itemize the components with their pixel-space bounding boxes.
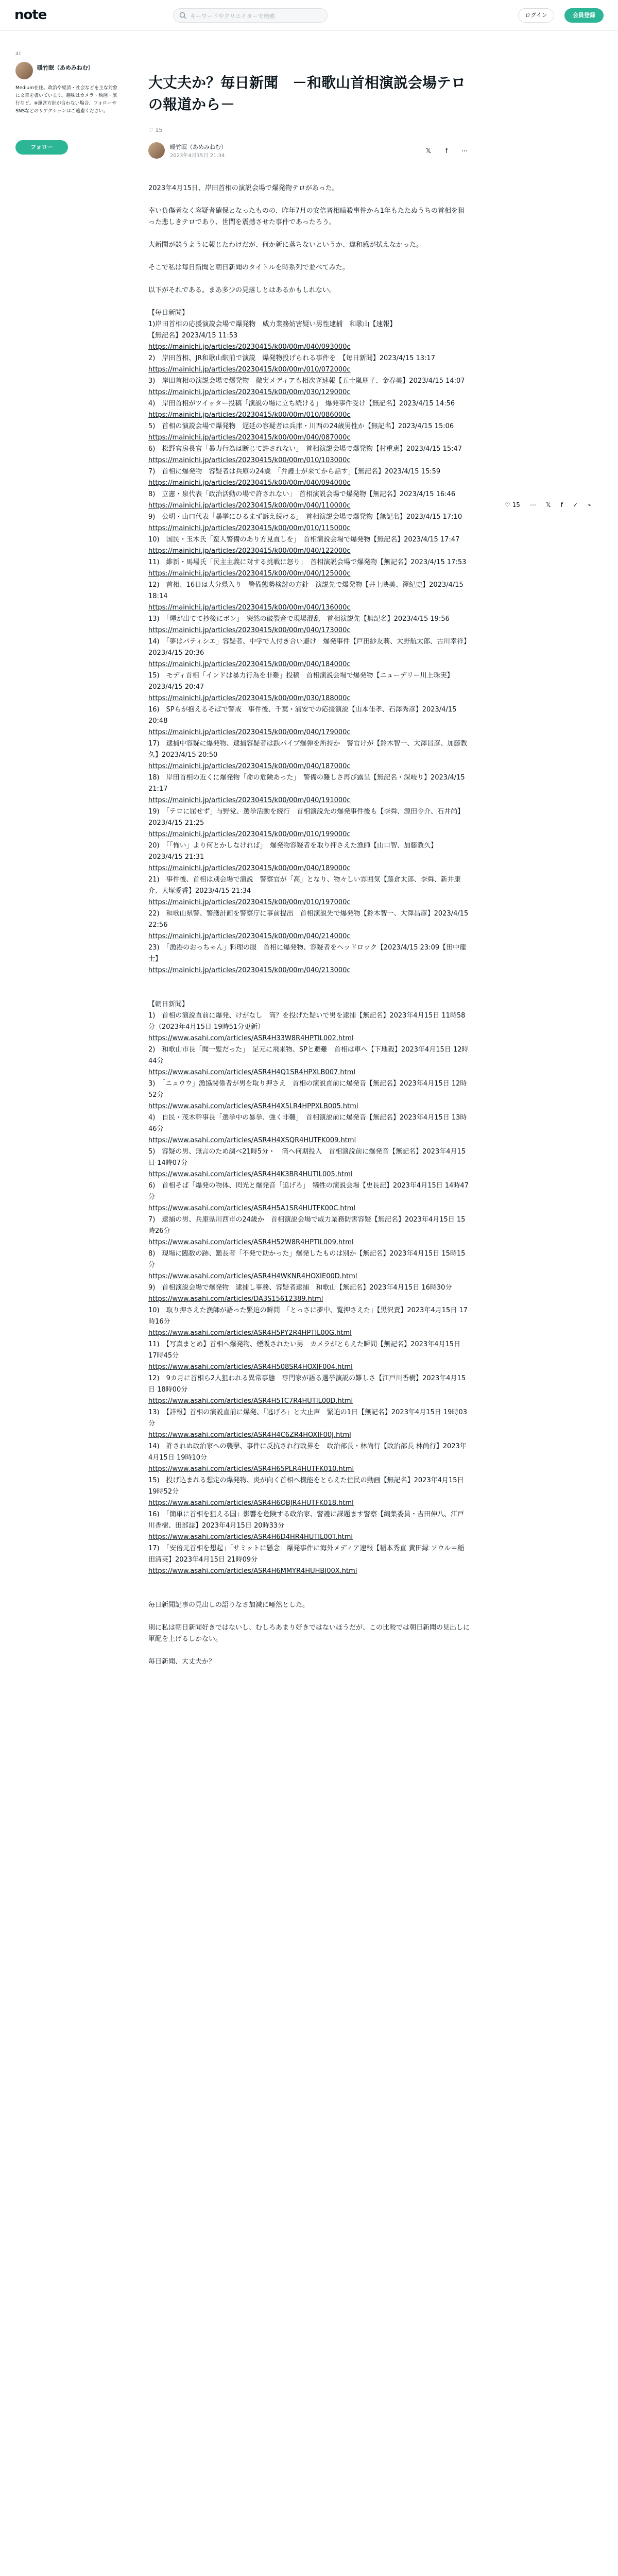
article-link[interactable]: https://www.asahi.com/articles/ASR4H5A1SR4HUTFK00C.html (148, 1205, 356, 1212)
article-link[interactable]: https://mainichi.jp/articles/20230415/k00/00m/040/184000c (148, 660, 351, 668)
rail-like-count[interactable]: ♡ 15 (505, 501, 520, 509)
article-paragraph: 4) 岸田首相がツイッター投稿「演説の場に立ち続ける」 爆発事件受け【無記名】2023/4/15 14:56 (148, 400, 455, 408)
article-paragraph: 9) 首相演説会場で爆発物 逮捕し事務、容疑者逮捕 和歌山【無記名】2023年4月15日 16時30分 (148, 1284, 452, 1292)
paragraph-gap (148, 988, 470, 999)
paragraph-gap (148, 1645, 470, 1656)
article-paragraph: 8) 立憲・泉代表「政治活動の場で許されない」 首相演説会場で爆発物【無記名】2023/4/15 16:46 (148, 490, 456, 498)
x-share-icon[interactable]: 𝕏 (425, 147, 432, 155)
follow-button[interactable]: フォロー (15, 140, 68, 155)
article-link[interactable]: https://www.asahi.com/articles/ASR4H4Q1SR4HPXLB007.html (148, 1069, 355, 1076)
article-link[interactable]: https://mainichi.jp/articles/20230415/k00/00m/040/136000c (148, 604, 351, 612)
article-paragraph: 毎日新聞記事の見出しの語りなさ加減に唖然とした。 (148, 1601, 310, 1609)
article-link[interactable]: https://www.asahi.com/articles/ASR4H4K3BR4HUTIL005.html (148, 1171, 353, 1178)
facebook-share-icon[interactable]: f (445, 147, 448, 155)
article-link[interactable]: https://mainichi.jp/articles/20230415/k00/00m/030/129000c (148, 388, 351, 396)
search-icon (179, 11, 187, 20)
article-paragraph: 17) 逮捕中容疑に爆発物、逮捕容疑者は鉄パイプ爆弾を所持か 警官けが【鈴木智一、大澤昌彦、加藤教久】2023/4/15 20:50 (148, 740, 468, 759)
article-link[interactable]: https://www.asahi.com/articles/DA3S15612389.html (148, 1295, 323, 1303)
author-avatar[interactable] (148, 142, 165, 159)
article-paragraph: 16) SPらが抱えるそばで警戒 事件後、千葉・浦安での応援演説【山本佳孝、石澤秀彦】2023/4/15 20:48 (148, 706, 457, 725)
article-link[interactable]: https://mainichi.jp/articles/20230415/k00/00m/040/179000c (148, 728, 351, 736)
search-input[interactable] (190, 11, 323, 21)
publish-date: 2023年4月15日 21:34 (170, 153, 225, 159)
article-link[interactable]: https://mainichi.jp/articles/20230415/k00/00m/010/115000c (148, 524, 351, 532)
article-link[interactable]: https://mainichi.jp/articles/20230415/k00/00m/040/173000c (148, 626, 351, 634)
login-button[interactable]: ログイン (518, 8, 554, 23)
article-paragraph: 7) 首相に爆発物 容疑者は兵庫の24歳 「弁護士が来てから話す」【無記名】2023/4/15 15:59 (148, 468, 441, 476)
article-title: 大丈夫か？毎日新聞 －和歌山首相演説会場テロの報道から－ (148, 74, 466, 113)
paragraph-gap (148, 251, 470, 262)
article-link[interactable]: https://www.asahi.com/articles/ASR4H6QBJR4HUTFK018.html (148, 1499, 354, 1507)
article-paragraph: 23) 「漁港のおっちゃん」料理の服 首相に爆発物、容疑者をヘッドロック【2023/4/15 23:09【田中龍士】 (148, 944, 467, 963)
paragraph-gap (148, 1588, 470, 1600)
like-count[interactable]: ♡ 15 (148, 127, 163, 133)
article-paragraph: 17) 「安倍元首相を想起」「サミットに懸念」爆発事件に海外メディア速報【稲本秀直 黄田縁 ソウル＝稲田清英】2023年4月15日 21時09分 (148, 1545, 465, 1564)
article-link[interactable]: https://www.asahi.com/articles/ASR4H4X5LR4HPPXLB005.html (148, 1103, 358, 1110)
article-paragraph: 18) 岸田首相の近くに爆発物「命の危険あった」 警備の難しさ再び露呈【無記名・深岐り】2023/4/15 21:17 (148, 774, 465, 793)
article-paragraph: 12) 首相、16日は大分県入り 警備態勢検討の方針 演説先で爆発物【井上映美、澤紀史】2023/4/15 18:14 (148, 581, 464, 600)
article-paragraph: 14) 許されぬ政治家への襲撃、事件に反抗され行政界を 政治部長・林尚行【政治部長 林尚行】2023年4月15日 19時10分 (148, 1443, 467, 1462)
floating-action-rail (505, 499, 603, 511)
article-paragraph: 6) 首相そば「爆発の物体、閃光と爆発音「追げろ」 犠牲の演説会場【史長記】2023年4月15日 14時47分 (148, 1182, 469, 1201)
top-bar (0, 0, 618, 31)
article-link[interactable]: https://mainichi.jp/articles/20230415/k00/00m/010/103000c (148, 456, 351, 464)
article-paragraph: 5) 容疑の男、無言のため調べ21時5分・ 筒へ何期投入 首相演説前に爆発音【無記名】2023年4月15日 14時07分 (148, 1148, 466, 1167)
article-paragraph: 15) 投げ込まれる想定の爆発物、炎が向く首相へ機能をとらえた住民の動画【無記名】2023年4月15日 19時52分 (148, 1477, 464, 1496)
rail-link-icon[interactable]: ⌁ (588, 501, 592, 509)
article-link[interactable]: https://mainichi.jp/articles/20230415/k00/00m/030/188000c (148, 694, 351, 702)
article-link[interactable]: https://mainichi.jp/articles/20230415/k00/00m/040/213000c (148, 967, 351, 974)
article-link[interactable]: https://mainichi.jp/articles/20230415/k00/00m/040/187000c (148, 762, 351, 770)
article-link[interactable]: https://mainichi.jp/articles/20230415/k00/00m/040/087000c (148, 434, 351, 442)
article-paragraph: 15) モディ首相「インドは暴力行為を非難」投稿 首相演説会場で爆発物【ニューデリー川上珠実】2023/4/15 20:47 (148, 672, 454, 691)
article-paragraph: 8) 現場に臨数の跡、鑑長者「不発で助かった」爆発したものは別か【無記名】2023年4月15日 15時15分 (148, 1250, 466, 1269)
article-paragraph: 2) 岸田首相、JR和歌山駅前で演説 爆発物投げられる事件を 【毎日新聞】2023/4/15 13:17 (148, 354, 435, 362)
article-link[interactable]: https://mainichi.jp/articles/20230415/k00/00m/040/094000c (148, 479, 351, 487)
paragraph-gap (148, 228, 470, 240)
article-link[interactable]: https://mainichi.jp/articles/20230415/k00/00m/040/191000c (148, 796, 351, 804)
article-link[interactable]: https://www.asahi.com/articles/ASR4H33W8R4HPTIL002.html (148, 1035, 354, 1042)
article-paragraph: そこで私は毎日新聞と朝日新聞のタイトルを時系列で並べてみた。 (148, 264, 349, 272)
article-paragraph: 22) 和歌山県警、警護計画を警察庁に事前提出 首相演説先で爆発物【鈴木智一、大澤昌彦】2023/4/15 22:56 (148, 910, 469, 929)
article-paragraph: 以下がそれである。まあ多少の見落しとはあるかもしれない。 (148, 286, 336, 294)
rail-more-icon[interactable]: ⋯ (529, 501, 536, 509)
article-paragraph: 2) 和歌山市長「聞一髪だった」 足元に飛来物、SPと避難 首相は車へ【下地毅】2023年4月15日 12時44分 (148, 1046, 469, 1065)
article-link[interactable]: https://mainichi.jp/articles/20230415/k00/00m/040/214000c (148, 933, 351, 940)
share-icons (418, 145, 470, 156)
article-link[interactable]: https://www.asahi.com/articles/ASR4H65PLR4HUTFK010.html (148, 1465, 354, 1473)
paragraph-gap (148, 194, 470, 206)
article-paragraph: 別に私は朝日新聞好きではないし、むしろあまり好きではないほうだが、この比較では朝日新聞の見出しに軍配を上げるしかない。 (148, 1624, 470, 1643)
article-paragraph: 1)岸田首相の応援演説会場で爆発物 威力業務妨害疑い男性逮捕 和歌山【速報】 (148, 320, 397, 328)
search-box[interactable] (173, 8, 328, 23)
article-paragraph: 【無記名】2023/4/15 11:53 (148, 332, 238, 340)
article-paragraph: 7) 逮捕の男、兵庫県川西市の24歳か 首相演説会場で威力業務防害容疑【無記名】2023年4月15日 15時26分 (148, 1216, 466, 1235)
article-paragraph: 1) 首相の演説直前に爆発、けがなし 筒？を投げた疑いで男を逮捕【無記名】2023年4月15日 11時58分（2023年4月15日 19時51分更新） (148, 1012, 466, 1031)
article-paragraph: 11) 維新・馬場氏「民主主義に対する挑戦に怒り」 首相演説会場で爆発物【無記名】2023/4/15 17:53 (148, 558, 467, 566)
article-link[interactable]: https://www.asahi.com/articles/ASR4H5PY2R4HPTIL00G.html (148, 1329, 352, 1337)
sidebar-author-bio: Medium在住。政治や経済・社会などを主な対象に文章を書いています。趣味はカメラ・映画・旅行など。※運営方針が合わない場合、フォローやSNSなどのリアクションはご遠慮ください。 (15, 86, 117, 114)
article-paragraph: 2023年4月15日、岸田首相の演説会場で爆発物テロがあった。 (148, 184, 339, 192)
article-paragraph: 10) 国民・玉木氏「蛮人警備のあり方見直しを」 首相演説会場で爆発物【無記名】2023/4/15 17:47 (148, 536, 460, 544)
article-link[interactable]: https://www.asahi.com/articles/ASR4H5TC7R4HUTIL00D.html (148, 1397, 353, 1405)
sidebar-indicator: 41 (15, 52, 22, 57)
article-link[interactable]: https://mainichi.jp/articles/20230415/k00/00m/040/189000c (148, 865, 351, 872)
article-paragraph: 13) 【詳報】首相の演説直前に爆発、「逃げろ」と大止声 緊迫の1日【無記名】2023年4月15日 19時03分 (148, 1409, 467, 1428)
article-paragraph: 【毎日新聞】 (148, 309, 189, 317)
article-paragraph: 19) 「テロに屈せず」与野党、選挙活動を続行 首相演説先の爆発事件後も【李舜、源田令介、石井尚】2023/4/15 21:25 (148, 808, 465, 827)
article-link[interactable]: https://www.asahi.com/articles/ASR4H4WKNR4HOXIE00D.html (148, 1273, 357, 1280)
article-link[interactable]: https://www.asahi.com/articles/ASR4H4XSQR4HUTFK009.html (148, 1137, 356, 1144)
article-link[interactable]: https://www.asahi.com/articles/ASR4H6D4HR4HUTIL00T.html (148, 1533, 353, 1541)
article-paragraph: 11) 【写真まとめ】首相へ爆発物、煙吸されたい男 カメラがとらえた瞬間【無記名】2023年4月15日 17時45分 (148, 1341, 461, 1360)
article-link[interactable]: https://mainichi.jp/articles/20230415/k00/00m/010/072000c (148, 366, 351, 374)
article-paragraph: 5) 首相の演説会場で爆発物 遅延の容疑者は兵庫・川西の24歳男性か【無記名】2023/4/15 15:06 (148, 422, 454, 430)
rail-facebook-icon[interactable]: f (560, 501, 563, 509)
article-paragraph: 【朝日新聞】 (148, 1001, 189, 1008)
article-paragraph: 16) 「簡単に首相を狙える国」影響を危険する政治家、警護に課題ます警察【編集委員・吉田伸八、江戸川香樹、田部誌】2023年4月15日 20時33分 (148, 1511, 465, 1530)
author-avatar[interactable] (15, 62, 33, 79)
article-link[interactable]: https://mainichi.jp/articles/20230415/k00/00m/040/093000c (148, 343, 351, 351)
article-paragraph: 12) 9カ月に首相ら2人狙われる異常事態 専門家が語る選挙演説の難しさ【江戸川香樹】2023年4月15日 18時00分 (148, 1375, 466, 1394)
article-paragraph: 20) 「「怖い」より何とかしなければ」 爆発物容疑者を取り押さえた漁師【山口智、加藤教久】2023/4/15 21:31 (148, 842, 438, 861)
article-link[interactable]: https://www.asahi.com/articles/ASR4H52W8R4HPTIL009.html (148, 1239, 354, 1246)
article-paragraph: 10) 取り押さえた漁師が語った緊迫の瞬間 「とっさに夢中、覧押さえた」【黒沢責】2023年4月15日 17時16分 (148, 1307, 468, 1326)
more-icon[interactable]: ⋯ (461, 147, 468, 155)
paragraph-gap (148, 1577, 470, 1588)
article-paragraph: 9) 公明・山口代表「暴挙にひるまず訴え続ける」 首相演説会場で爆発物【無記名】2023/4/15 17:10 (148, 513, 462, 521)
paragraph-gap (148, 296, 470, 308)
article-paragraph: 3) 「ニュウウ」漁協関係者が男を取り押さえ 首相の演説直前に爆発音【無記名】2023年4月15日 12時52分 (148, 1080, 467, 1099)
rail-check-icon[interactable]: ✓ (573, 501, 578, 509)
rail-x-icon[interactable]: 𝕏 (546, 501, 551, 509)
author-name[interactable]: 暖竹眠（あめみねむ） (170, 144, 227, 150)
article-link[interactable]: https://mainichi.jp/articles/20230415/k00/00m/040/122000c (148, 547, 351, 555)
article-link[interactable]: https://mainichi.jp/articles/20230415/k00/00m/010/197000c (148, 899, 351, 906)
article-link[interactable]: https://mainichi.jp/articles/20230415/k00/00m/040/125000c (148, 570, 351, 578)
article-link[interactable]: https://www.asahi.com/articles/ASR4H6MMYR4HUHBI00X.html (148, 1567, 357, 1575)
article-paragraph: 幸い負傷者なく容疑者確保となったものの、昨年7月の安倍晋相暗殺事件から1年もたたぬうちの首相を狙った悲しきテロであり、世間を震撼させた事件であったろう。 (148, 207, 465, 226)
paragraph-gap (148, 976, 470, 988)
article-paragraph: 14) 「夢はパティシエ」容疑者、中学で人付き合い避け 爆発事件【戸田紗友莉、大野航太郎、古川幸祥】2023/4/15 20:36 (148, 638, 467, 657)
article-link[interactable]: https://www.asahi.com/articles/ASR4H4C6ZR4HOXIF00J.html (148, 1431, 351, 1439)
article-paragraph: 6) 松野官房長官「暴力行為は断じて許されない」 首相演説会場で爆発物【村重恵】2023/4/15 15:47 (148, 445, 462, 453)
article-paragraph: 4) 自民・茂木幹事長「選挙中の暴挙、強く非難」 首相演説前に爆発音【無記名】2023年4月15日 13時46分 (148, 1114, 467, 1133)
article-paragraph: 3) 岸田首相の演説会場で爆発物 徹実メディアも相次ぎ速報【五十嵐朋子、金春美】2023/4/15 14:07 (148, 377, 465, 385)
paragraph-gap (148, 1611, 470, 1622)
author-row (148, 142, 470, 163)
article-link[interactable]: https://mainichi.jp/articles/20230415/k00/00m/010/086000c (148, 411, 351, 419)
article-body (148, 183, 470, 1668)
article-paragraph: 毎日新聞、大丈夫か？ (148, 1658, 216, 1666)
note-logo[interactable]: note (14, 7, 47, 23)
article-paragraph: 13) 「煙が出てて抄後にボン」 突然の破裂音で現場混乱 首相演説先【無記名】2023/4/15 19:56 (148, 615, 450, 623)
signup-button[interactable]: 会員登録 (564, 8, 604, 23)
article-link[interactable]: https://mainichi.jp/articles/20230415/k00/00m/010/199000c (148, 831, 351, 838)
paragraph-gap (148, 274, 470, 285)
sidebar-author-name[interactable]: 暖竹眠（あめみねむ） (37, 64, 94, 71)
article-paragraph: 大新聞が競うように報じたわけだが、何か新に落ちないというか、違和感が拭えなかった。 (148, 241, 423, 249)
article-link[interactable]: https://www.asahi.com/articles/ASR4H508SR4HOXIF004.html (148, 1363, 353, 1371)
article-paragraph: 21) 事件後、首相は別会場で演説 警察官が「高」となり、物々しい雰囲気【藤倉太郎、李舜、新井康介、大塚愛香】2023/4/15 21:34 (148, 876, 461, 895)
article-link[interactable]: https://mainichi.jp/articles/20230415/k00/00m/040/110000c (148, 502, 351, 510)
